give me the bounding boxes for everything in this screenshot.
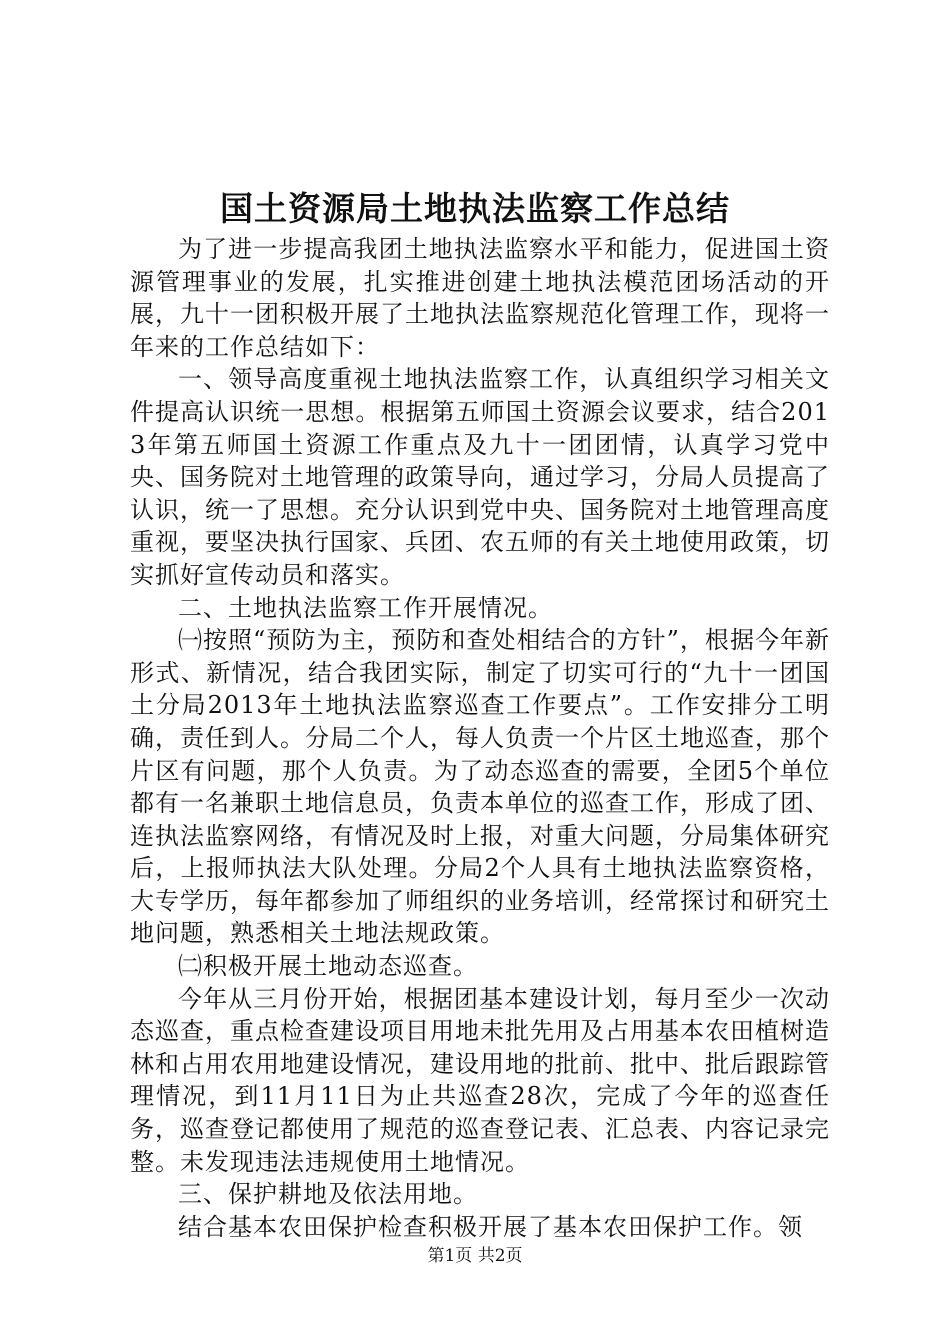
paragraph-section-3: 结合基本农田保护检查积极开展了基本农田保护工作。领 bbox=[178, 1212, 803, 1241]
paragraph-section-1: 一、领导高度重视土地执法监察工作，认真组织学习相关文件提高认识统一思想。根据第五师国土资源会议要求，结合2013年第五师国土资源工作重点及九十一团团情，认真学习党中央、国务院对土地管理的政策导向，通过学习，分局人员提高了认识，统一了思想。充分认识到党中央、国务院对土地管理高度重视，要坚决执行国家、兵团、农五师的有关土地使用政策，切实抓好宣传动员和落实。 bbox=[130, 365, 830, 589]
paragraph-section-2-item-1: ㈠按照“预防为主，预防和查处相结合的方针”，根据今年新形式、新情况，结合我团实际，制定了切实可行的“九十一团国土分局2013年土地执法监察巡查工作要点”。工作安排分工明确，责任到人。分局二个人，每人负责一个片区土地巡查，那个片区有问题，那个人负责。为了动态巡查的需要，全团5个单位都有一名兼职土地信息员，负责本单位的巡查工作，形成了团、连执法监察网络，有情况及时上报，对重大问题，分局集体研究后，上报师执法大队处理。分局2个人具有土地执法监察资格，大专学历，每年都参加了师组织的业务培训，经常探讨和研究土地问题，熟悉相关土地法规政策。 bbox=[130, 626, 830, 948]
document-title: 国土资源局土地执法监察工作总结 bbox=[220, 189, 730, 228]
paragraph-section-3-heading: 三、保护耕地及依法用地。 bbox=[178, 1180, 478, 1209]
paragraph-section-2-heading: 二、土地执法监察工作开展情况。 bbox=[178, 593, 553, 622]
paragraph-section-2-item-2-heading: ㈡积极开展土地动态巡查。 bbox=[178, 952, 478, 981]
paragraph-intro: 为了进一步提高我团土地执法监察水平和能力，促进国土资源管理事业的发展，扎实推进创建土地执法模范团场活动的开展，九十一团积极开展了土地执法监察规范化管理工作，现将一年来的工作总结如下： bbox=[130, 235, 830, 361]
document-body bbox=[130, 233, 830, 1243]
page-number-footer: 第1页 共2页 bbox=[427, 1246, 523, 1266]
paragraph-section-2-item-2: 今年从三月份开始，根据团基本建设计划，每月至少一次动态巡查，重点检查建设项目用地未批先用及占用基本农田植树造林和占用农用地建设情况，建设用地的批前、批中、批后跟踪管理情况，到11月11日为止共巡查28次，完成了今年的巡查任务，巡查登记都使用了规范的巡查登记表、汇总表、内容记录完整。未发现违法违规使用土地情况。 bbox=[130, 984, 830, 1176]
